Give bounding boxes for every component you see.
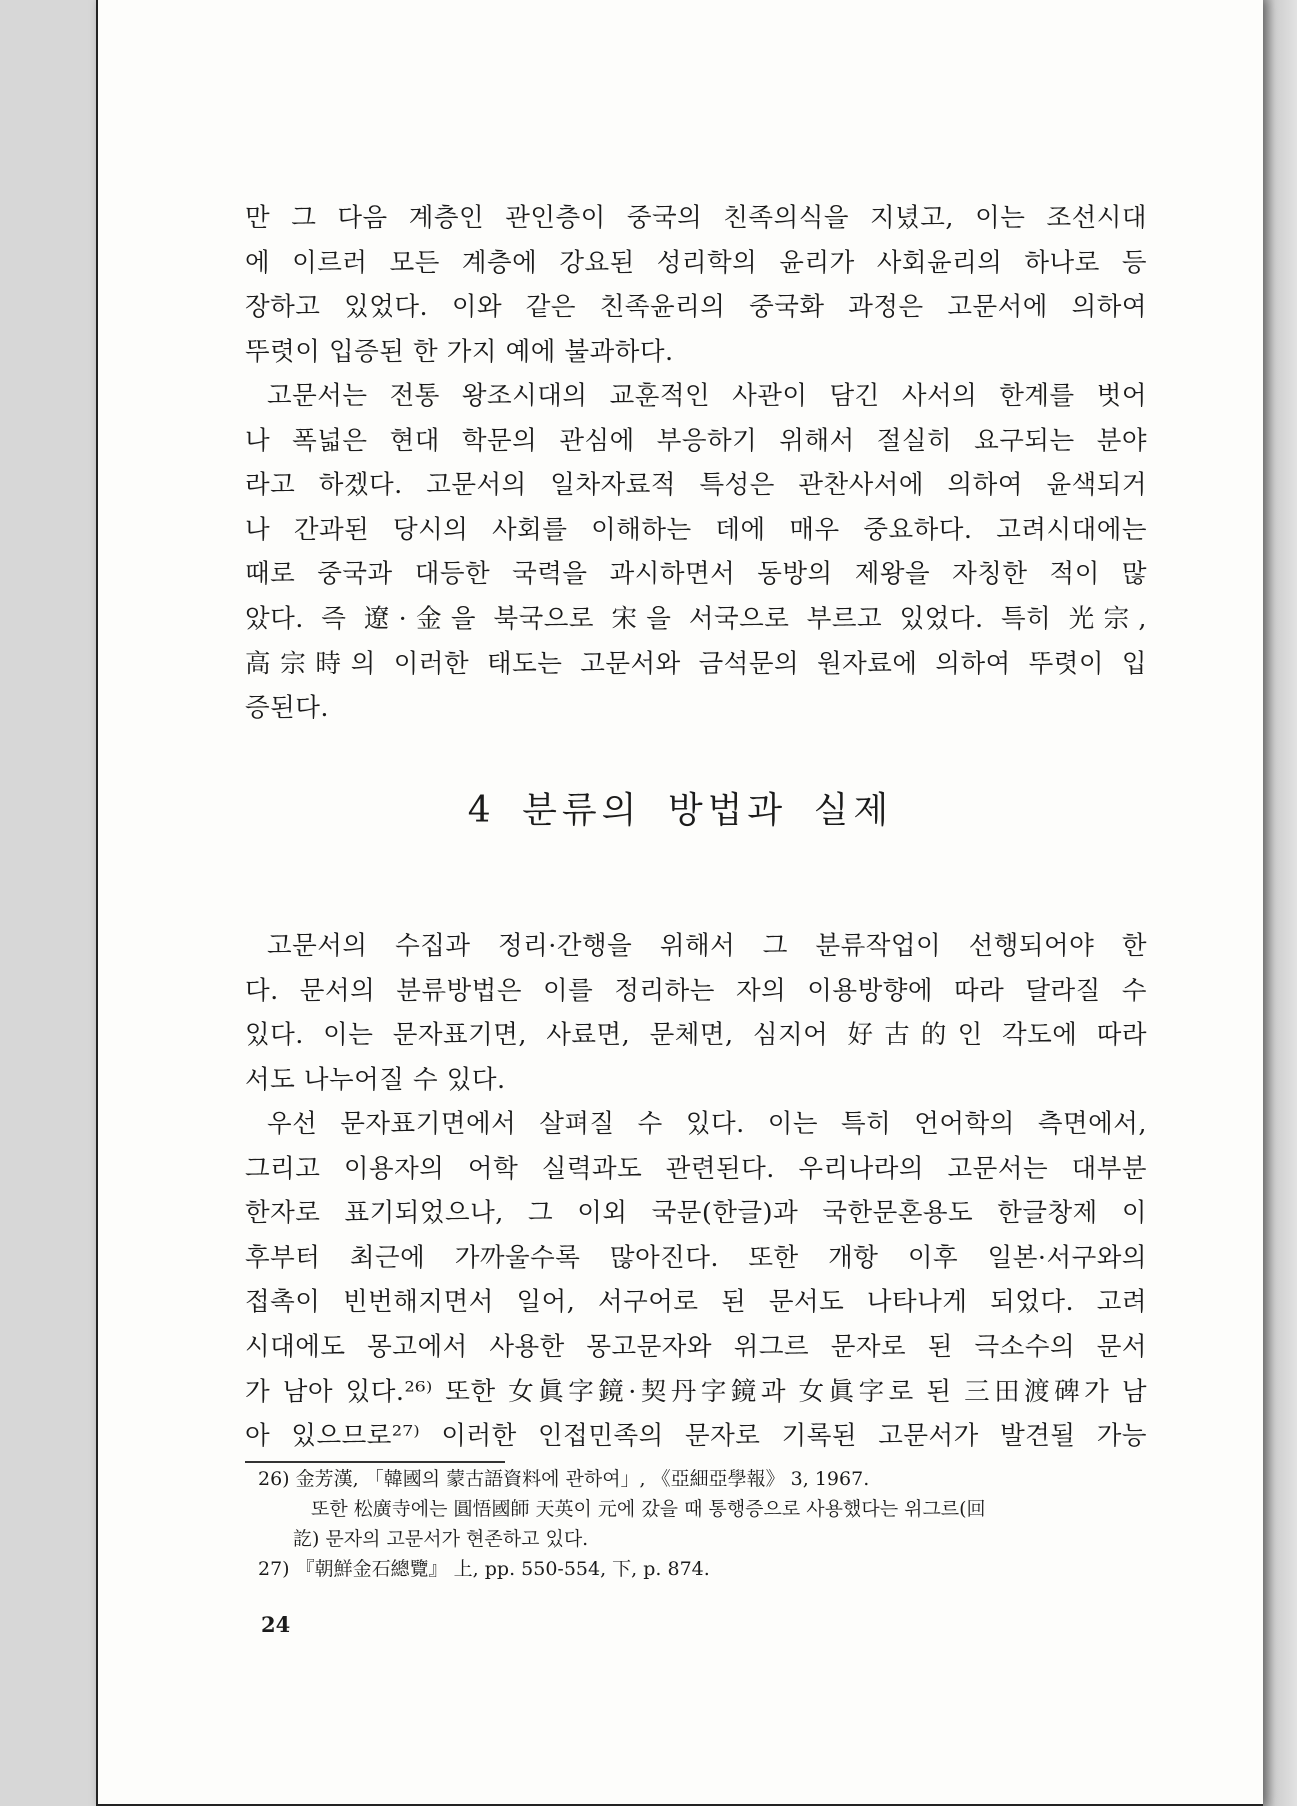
text-line: 접촉이 빈번해지면서 일어, 서구어로 된 문서도 나타나게 되었다. 고려 — [245, 1287, 1147, 1318]
text-line: 나 간과된 당시의 사회를 이해하는 데에 매우 중요하다. 고려시대에는 — [245, 514, 1147, 545]
text-line: 증된다. — [245, 693, 330, 724]
text-line: 서도 나누어질 수 있다. — [245, 1064, 506, 1095]
text-line: 고문서는 전통 왕조시대의 교훈적인 사관이 담긴 사서의 한계를 벗어 — [267, 381, 1147, 411]
text-line: 에 이르러 모든 계층에 강요된 성리학의 윤리가 사회윤리의 하나로 등 — [245, 247, 1147, 278]
footnote-26: 26) 金芳漢, 「韓國의 蒙古語資料에 관하여」, 《亞細亞學報》 3, 1967. — [258, 1468, 870, 1490]
text-line: 후부터 최근에 가까울수록 많아진다. 또한 개항 이후 일본·서구와의 — [245, 1242, 1147, 1273]
text-line: 우선 문자표기면에서 살펴질 수 있다. 이는 특히 언어학의 측면에서, — [267, 1109, 1147, 1139]
section-heading: 4 분류의 방법과 실제 — [467, 790, 894, 831]
text-line: 장하고 있었다. 이와 같은 친족윤리의 중국화 과정은 고문서에 의하여 — [245, 292, 1147, 323]
text-line: 만 그 다음 계층인 관인층이 중국의 친족의식을 지녔고, 이는 조선시대 — [245, 203, 1147, 233]
footnotes — [258, 1464, 1158, 1584]
text-line: 한자로 표기되었으나, 그 이외 국문(한글)과 국한문혼용도 한글창제 이 — [245, 1198, 1147, 1229]
footnote-divider — [245, 1461, 505, 1463]
text-line: 았다. 즉 遼·金을 북국으로 宋을 서국으로 부르고 있었다. 특히 光宗, — [245, 603, 1147, 634]
document-page — [96, 0, 1263, 1806]
text-line: 가 남아 있다.²⁶⁾ 또한 女眞字鏡·契丹字鏡과 女眞字로 된 三田渡碑가 남 — [245, 1376, 1147, 1407]
footnote-26-continuation: 또한 松廣寺에는 圓悟國師 天英이 元에 갔을 때 통행증으로 사용했다는 위그르(回 — [311, 1498, 986, 1520]
paragraph-classification — [245, 924, 1147, 1102]
text-line: 高宗時의 이러한 태도는 고문서와 금석문의 원자료에 의하여 뚜렷이 입 — [245, 648, 1147, 679]
text-line: 때로 중국과 대등한 국력을 과시하면서 동방의 제왕을 자칭한 적이 많 — [245, 559, 1147, 590]
paragraph-ancient-documents-value — [245, 374, 1147, 731]
page-number: 24 — [261, 1612, 291, 1637]
text-line: 있다. 이는 문자표기면, 사료면, 문체면, 심지어 好古的인 각도에 따라 — [245, 1020, 1147, 1051]
text-line: 나 폭넓은 현대 학문의 관심에 부응하기 위해서 절실히 요구되는 분야 — [245, 425, 1147, 456]
text-line: 고문서의 수집과 정리·간행을 위해서 그 분류작업이 선행되어야 한 — [267, 931, 1147, 961]
text-line: 다. 문서의 분류방법은 이를 정리하는 자의 이용방향에 따라 달라질 수 — [245, 975, 1147, 1006]
text-line: 시대에도 몽고에서 사용한 몽고문자와 위그르 문자로 된 극소수의 문서 — [245, 1331, 1147, 1362]
footnote-26-continuation: 訖) 문자의 고문서가 현존하고 있다. — [293, 1528, 589, 1550]
text-line: 라고 하겠다. 고문서의 일차자료적 특성은 관찬사서에 의하여 윤색되거 — [245, 470, 1147, 501]
text-line: 아 있으므로²⁷⁾ 이러한 인접민족의 문자로 기록된 고문서가 발견될 가능 — [245, 1421, 1147, 1452]
paragraph-script-notation — [245, 1102, 1147, 1459]
paragraph-continuation — [245, 196, 1147, 374]
text-line: 뚜렷이 입증된 한 가지 예에 불과하다. — [245, 336, 674, 367]
page-edge-shadow — [1261, 0, 1297, 1806]
text-line: 그리고 이용자의 어학 실력과도 관련된다. 우리나라의 고문서는 대부분 — [245, 1153, 1147, 1184]
footnote-27: 27) 『朝鮮金石總覽』 上, pp. 550-554, 下, p. 874. — [258, 1558, 710, 1580]
